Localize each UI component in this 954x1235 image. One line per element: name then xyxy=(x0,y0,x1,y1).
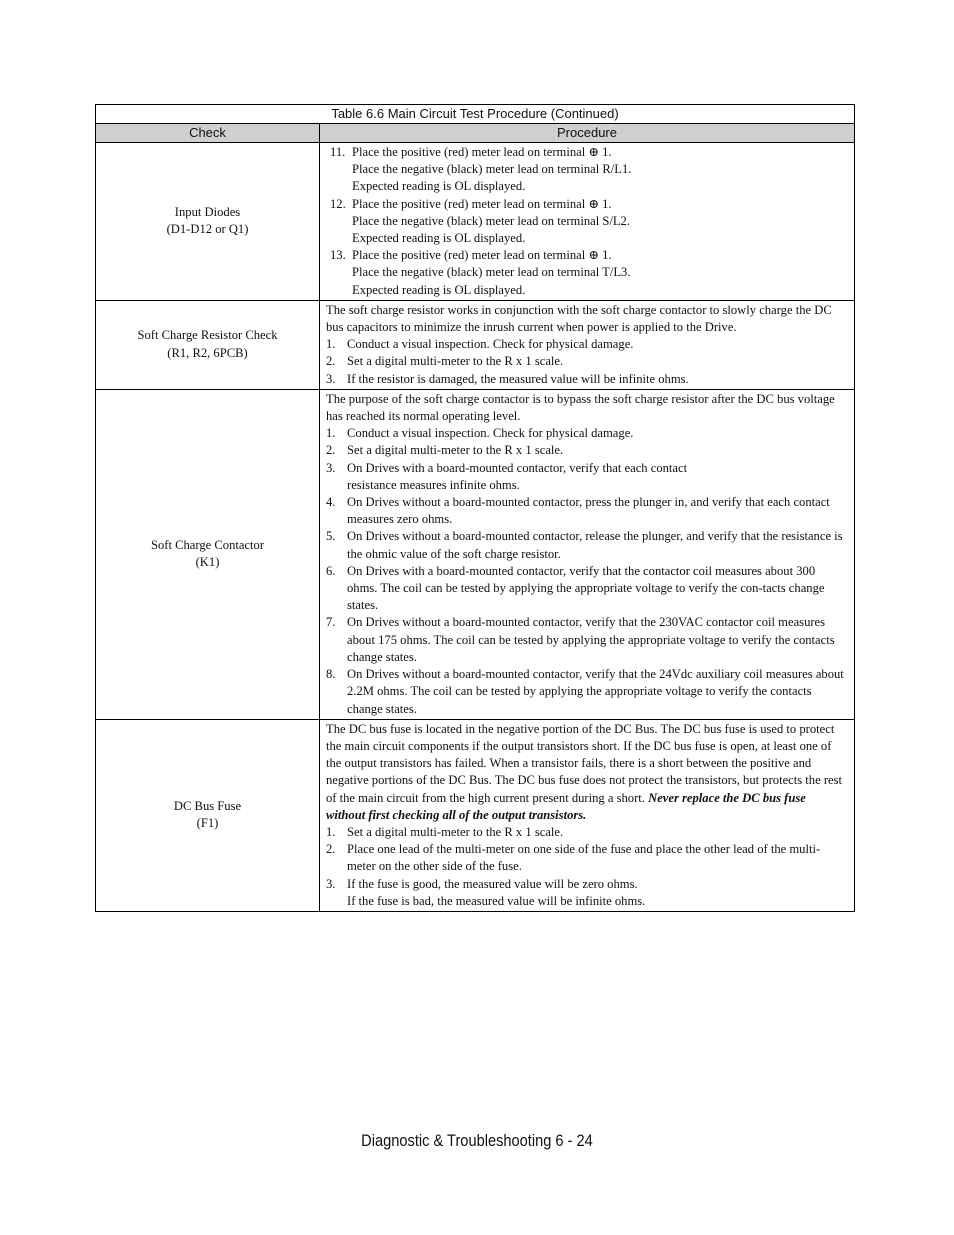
procedure-cell xyxy=(320,143,855,301)
step-number: 8. xyxy=(326,667,336,682)
table-row xyxy=(96,719,855,911)
step-number: 1. xyxy=(326,824,336,839)
step-text: On Drives with a board-mounted contactor, verify that the contactor coil measures about 300 ohms. The coil can be tested by applying the appropriate voltage to verify the con-tacts change states. xyxy=(347,563,825,613)
list-item xyxy=(326,460,848,494)
table-caption: Table 6.6 Main Circuit Test Procedure (Continued) xyxy=(96,105,855,124)
step-number: 2. xyxy=(326,354,336,369)
procedure-intro xyxy=(326,721,848,824)
check-sub: (F1) xyxy=(196,816,219,831)
check-name: Soft Charge Resistor Check xyxy=(137,328,278,343)
step-number: 3. xyxy=(326,876,336,891)
step-number: 2. xyxy=(326,842,336,857)
list-item xyxy=(328,144,848,196)
step-line: Expected reading is OL displayed. xyxy=(352,179,526,194)
check-sub: (K1) xyxy=(195,555,220,570)
procedure-list xyxy=(326,336,848,388)
step-text: Set a digital multi-meter to the R x 1 scale. xyxy=(347,443,564,458)
step-text: On Drives with a board-mounted contactor, verify that each contact xyxy=(347,460,688,475)
list-item xyxy=(326,614,848,666)
procedure-intro: The purpose of the soft charge contactor is to bypass the soft charge resistor after the DC bus voltage has reached its normal operating level. xyxy=(326,391,835,424)
step-line: Place the positive (red) meter lead on terminal ⊕ 1. xyxy=(352,248,612,263)
step-number: 5. xyxy=(326,529,336,544)
table-row xyxy=(96,143,855,301)
step-text: Conduct a visual inspection. Check for physical damage. xyxy=(347,426,634,441)
procedure-list xyxy=(326,824,848,910)
procedure-list xyxy=(328,144,848,299)
step-text: resistance measures infinite ohms. xyxy=(347,477,520,492)
procedure-cell xyxy=(320,389,855,719)
intro-text: The DC bus fuse is located in the negative portion of the DC Bus. The DC bus fuse is used to protect the main circuit components if the output transistors short. If the DC bus fuse is open, at least one of the output transistors has failed. When a transistor fails, there is a short between the positive and negative portions of the DC Bus. The DC bus fuse does not protect the transistors, but protects the rest of the main circuit from the high current present during a short. xyxy=(326,721,843,805)
list-item xyxy=(328,247,848,299)
step-number: 6. xyxy=(326,563,336,578)
step-number: 7. xyxy=(326,615,336,630)
step-number: 1. xyxy=(326,426,336,441)
step-number: 11. xyxy=(330,145,346,159)
step-text: Set a digital multi-meter to the R x 1 scale. xyxy=(347,824,564,839)
step-number: 4. xyxy=(326,495,336,510)
procedure-cell xyxy=(320,719,855,911)
step-line: Place the negative (black) meter lead on terminal R/L1. xyxy=(352,162,632,177)
list-item xyxy=(328,196,848,248)
step-line: Place the positive (red) meter lead on terminal ⊕ 1. xyxy=(352,145,612,159)
step-text: On Drives without a board-mounted contactor, verify that the 230VAC contactor coil measures about 175 ohms. The coil can be tested by applying the appropriate voltage to verify the contacts change states. xyxy=(347,615,835,664)
step-line: Expected reading is OL displayed. xyxy=(352,282,526,297)
page-footer: Diagnostic & Troubleshooting 6 - 24 xyxy=(361,1131,593,1150)
list-item xyxy=(326,876,848,910)
list-item xyxy=(326,528,848,562)
column-header-procedure: Procedure xyxy=(320,124,855,143)
warning-text: Never replace the DC bus fuse without first checking all of the output transistors. xyxy=(326,790,806,822)
main-circuit-test-table xyxy=(95,104,855,912)
step-number: 3. xyxy=(326,460,336,475)
check-cell xyxy=(96,389,320,719)
step-number: 2. xyxy=(326,443,336,458)
step-number: 1. xyxy=(326,337,336,352)
step-line: Place the negative (black) meter lead on terminal T/L3. xyxy=(352,265,631,280)
step-text: Conduct a visual inspection. Check for physical damage. xyxy=(347,337,634,352)
check-cell xyxy=(96,143,320,301)
step-line: Place the positive (red) meter lead on terminal ⊕ 1. xyxy=(352,196,612,211)
list-item xyxy=(326,666,848,718)
list-item xyxy=(326,563,848,615)
list-item xyxy=(326,824,848,841)
step-text: Set a digital multi-meter to the R x 1 scale. xyxy=(347,354,564,369)
check-sub: (R1, R2, 6PCB) xyxy=(167,345,248,360)
step-number: 12. xyxy=(330,196,346,211)
step-line: Place the negative (black) meter lead on terminal S/L2. xyxy=(352,213,631,228)
step-number: 13. xyxy=(330,248,346,263)
list-item xyxy=(326,353,848,370)
procedure-cell xyxy=(320,300,855,389)
check-name: DC Bus Fuse xyxy=(173,798,242,813)
table-row xyxy=(96,389,855,719)
step-line: Expected reading is OL displayed. xyxy=(352,231,526,246)
step-text: On Drives without a board-mounted contactor, release the plunger, and verify that the resistance is the ohmic value of the soft charge resistor. xyxy=(347,529,843,561)
list-item xyxy=(326,425,848,442)
procedure-intro: The soft charge resistor works in conjunction with the soft charge contactor to slowly charge the DC bus capacitors to minimize the inrush current when power is applied to the Drive. xyxy=(326,302,832,335)
step-text: If the resistor is damaged, the measured value will be infinite ohms. xyxy=(347,371,689,386)
step-text: On Drives without a board-mounted contactor, press the plunger in, and verify that each contact measures zero ohms. xyxy=(347,495,830,527)
step-text: If the fuse is good, the measured value will be zero ohms. xyxy=(347,876,638,891)
step-text: On Drives without a board-mounted contactor, verify that the 24Vdc auxiliary coil measures about 2.2M ohms. The coil can be tested by applying the appropriate voltage to verify the contacts change states. xyxy=(347,667,844,716)
procedure-list xyxy=(326,425,848,717)
check-cell xyxy=(96,300,320,389)
list-item xyxy=(326,841,848,875)
check-name: Soft Charge Contactor xyxy=(150,537,265,552)
list-item xyxy=(326,371,848,388)
column-header-check: Check xyxy=(96,124,320,143)
step-number: 3. xyxy=(326,371,336,386)
table-row xyxy=(96,300,855,389)
list-item xyxy=(326,494,848,528)
check-sub: (D1-D12 or Q1) xyxy=(166,222,249,237)
list-item xyxy=(326,336,848,353)
step-text: Place one lead of the multi-meter on one side of the fuse and place the other lead of the multi-meter on the other side of the fuse. xyxy=(347,842,821,874)
list-item xyxy=(326,442,848,459)
check-cell xyxy=(96,719,320,911)
check-name: Input Diodes xyxy=(174,204,241,219)
step-text: If the fuse is bad, the measured value will be infinite ohms. xyxy=(347,893,646,908)
